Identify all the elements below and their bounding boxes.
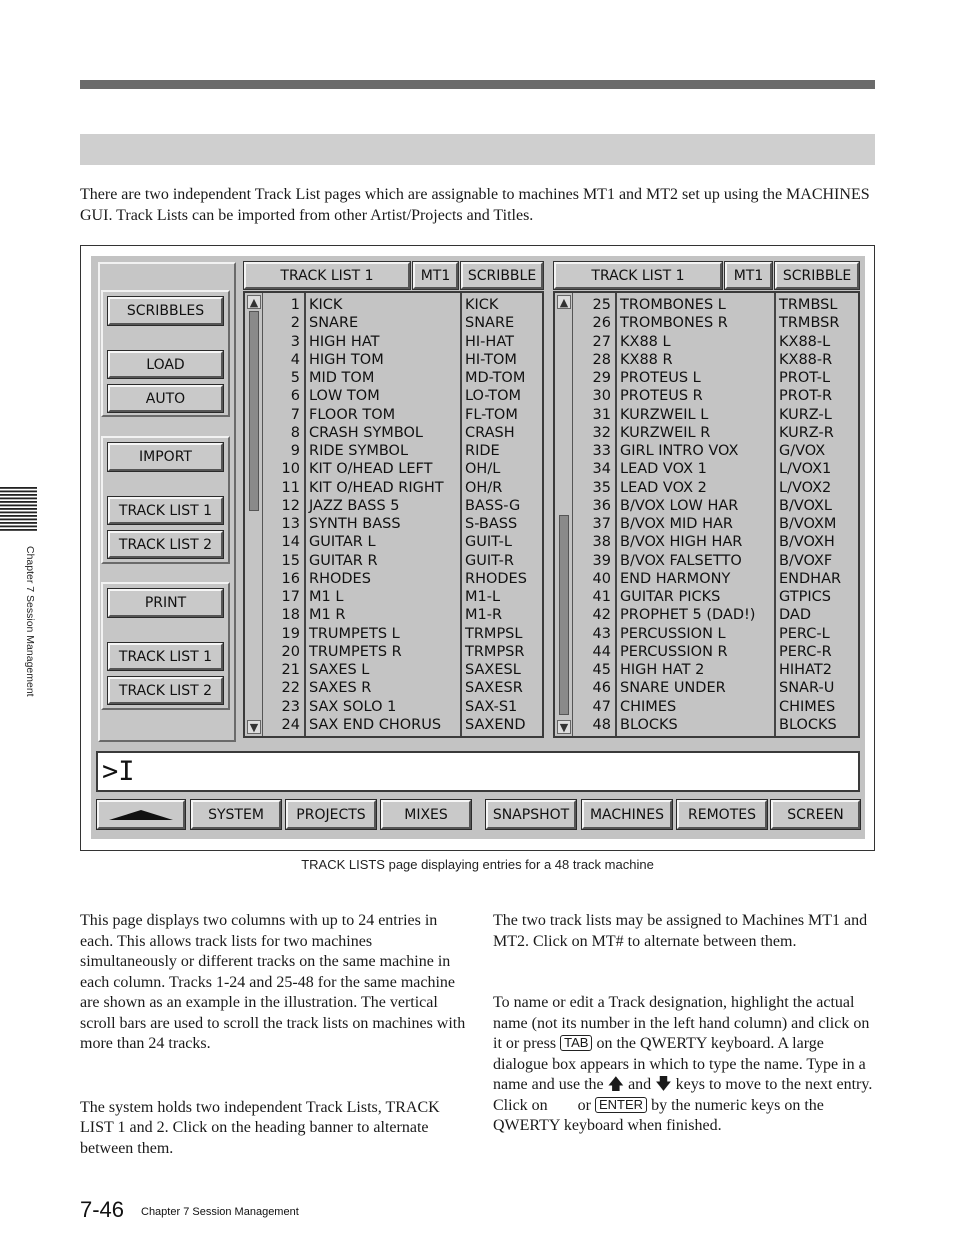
track-scribble[interactable]: SNARE — [465, 315, 515, 332]
command-line-input[interactable]: >I — [96, 751, 860, 792]
track-scribble[interactable]: KURZ-L — [779, 406, 832, 423]
track-number: 26 — [592, 315, 611, 332]
track-scribble[interactable]: SNAR-U — [779, 680, 835, 697]
track-number: 29 — [592, 370, 611, 386]
scribbles-button[interactable]: SCRIBBLES — [108, 297, 223, 325]
track-scribble[interactable]: CHIMES — [779, 698, 836, 715]
track-number: 39 — [592, 552, 611, 569]
track-name[interactable]: KICK — [309, 297, 343, 313]
list-1-machine-button[interactable]: MT1 — [413, 262, 458, 289]
track-scribble[interactable]: OH/R — [465, 479, 503, 496]
track-name[interactable]: B/VOX MID HAR — [620, 516, 733, 532]
track-name[interactable]: GIRL INTRO VOX — [620, 443, 739, 459]
track-scribble[interactable]: KX88-R — [779, 351, 833, 368]
list-1-scroll-thumb[interactable] — [249, 311, 259, 511]
track-name[interactable]: SAX END CHORUS — [309, 716, 442, 733]
track-number: 37 — [592, 516, 611, 532]
track-number: 47 — [592, 698, 611, 715]
track-list-1-heading-banner[interactable]: TRACK LIST 1 — [244, 262, 410, 289]
track-name[interactable]: TRUMPETS L — [309, 625, 400, 642]
track-number: 2 — [290, 315, 300, 332]
track-scribble[interactable]: HI-HAT — [465, 333, 514, 350]
chapter-tab-marker — [0, 487, 37, 533]
track-name[interactable]: KX88 L — [620, 333, 671, 350]
track-number: 19 — [281, 625, 300, 642]
track-number: 9 — [290, 443, 300, 459]
track-name[interactable]: KX88 R — [620, 351, 673, 368]
load-button[interactable]: LOAD — [108, 351, 223, 378]
track-number: 16 — [281, 570, 300, 587]
track-number: 21 — [281, 662, 300, 678]
track-number: 12 — [281, 497, 300, 514]
track-number: 10 — [281, 461, 300, 478]
list-2-machine-button[interactable]: MT1 — [725, 262, 772, 289]
track-number: 30 — [592, 388, 611, 405]
track-name[interactable]: SAX SOLO 1 — [309, 698, 397, 715]
track-name[interactable]: LEAD VOX 2 — [620, 479, 707, 496]
track-number: 42 — [592, 607, 611, 624]
track-scribble[interactable]: RIDE — [465, 443, 500, 459]
track-scribble[interactable]: HIHAT2 — [779, 662, 832, 678]
track-name[interactable]: CHIMES — [620, 698, 677, 715]
track-scribble[interactable]: BASS-G — [465, 497, 521, 514]
tab-key: TAB — [560, 1035, 592, 1051]
track-name[interactable]: HIGH HAT 2 — [620, 662, 705, 678]
scroll-down-icon[interactable]: ▼ — [247, 720, 261, 734]
machines-button[interactable]: MACHINES — [582, 800, 672, 829]
track-number: 5 — [290, 370, 300, 386]
track-scribble[interactable]: PERC-R — [779, 643, 832, 660]
track-name[interactable]: TROMBONES R — [620, 315, 728, 332]
track-scribble[interactable]: PERC-L — [779, 625, 830, 642]
track-name[interactable]: KURZWEIL L — [620, 406, 709, 423]
track-scribble[interactable]: KURZ-R — [779, 424, 834, 441]
track-scribble[interactable]: B/VOXM — [779, 516, 837, 532]
track-name[interactable]: HIGH HAT — [309, 333, 380, 350]
track-number: 32 — [592, 424, 611, 441]
track-list-2-heading-banner[interactable]: TRACK LIST 1 — [554, 262, 722, 289]
track-number: 20 — [281, 643, 300, 660]
track-name[interactable]: END HARMONY — [620, 570, 731, 587]
track-name[interactable]: JAZZ BASS 5 — [309, 497, 400, 514]
track-name[interactable]: HIGH TOM — [309, 351, 384, 368]
list-2-scribble-header: SCRIBBLE — [775, 262, 859, 289]
track-number: 1 — [290, 297, 300, 313]
track-name[interactable]: MID TOM — [309, 370, 375, 386]
scroll-down-icon[interactable]: ▼ — [557, 720, 571, 734]
intro-paragraph: There are two independent Track List pages which are assignable to machines MT1 and MT2 set up using the MACHINES GUI. Track Lists can be imported from other Artist/Projects and Titles. — [80, 186, 870, 224]
track-name[interactable]: LEAD VOX 1 — [620, 461, 707, 478]
track-scribble[interactable]: B/VOXH — [779, 534, 835, 551]
figure-caption: TRACK LISTS page displaying entries for a 48 track machine — [301, 857, 654, 872]
up-arrow-key-icon: 🡅 — [607, 1076, 625, 1093]
track-scribble[interactable]: BLOCKS — [779, 716, 837, 733]
left-paragraph-1: This page displays two columns with up to 24 entries in each. This allows track lists for two machines simultaneously or different tracks on the same machine in each column. Tracks 1-24 and 25-48 for the same machine are shown as an example in the illustration. The vertical scroll bars are used to scroll the track lists on machines with more than 24 tracks. — [80, 912, 466, 1052]
track-number: 15 — [281, 552, 300, 569]
track-number: 7 — [290, 406, 300, 423]
track-number: 14 — [281, 534, 300, 551]
track-name[interactable]: RHODES — [309, 570, 371, 587]
track-number: 13 — [281, 516, 300, 532]
track-scribble[interactable]: G/VOX — [779, 443, 826, 459]
track-scribble[interactable]: PROT-L — [779, 370, 831, 386]
scroll-up-icon[interactable]: ▲ — [557, 295, 571, 309]
track-number: 27 — [592, 333, 611, 350]
track-number: 18 — [281, 607, 300, 624]
track-scribble[interactable]: SAXESR — [465, 680, 523, 697]
track-number: 44 — [592, 643, 611, 660]
track-scribble[interactable]: S-BASS — [465, 516, 518, 532]
track-name[interactable]: CRASH SYMBOL — [309, 424, 424, 441]
track-scribble[interactable]: TRMPSR — [465, 643, 525, 660]
track-scribble[interactable]: B/VOXL — [779, 497, 832, 514]
track-scribble[interactable]: PROT-R — [779, 388, 833, 405]
track-name[interactable]: KIT O/HEAD RIGHT — [309, 479, 444, 496]
track-scribble[interactable]: L/VOX2 — [779, 479, 832, 496]
track-scribble[interactable]: TRMBSL — [779, 297, 838, 313]
list-2-scribble-divider — [774, 293, 776, 736]
track-scribble[interactable]: FL-TOM — [465, 406, 518, 423]
track-number: 6 — [290, 388, 300, 405]
right-column — [493, 911, 878, 1137]
track-name[interactable]: TROMBONES L — [620, 297, 726, 313]
track-name[interactable]: FLOOR TOM — [309, 406, 396, 423]
track-scribble[interactable]: CRASH — [465, 424, 515, 441]
snapshot-button[interactable]: SNAPSHOT — [486, 800, 576, 829]
scroll-up-icon[interactable]: ▲ — [247, 295, 261, 309]
track-name[interactable]: RIDE SYMBOL — [309, 443, 409, 459]
arrow-up-icon — [109, 809, 173, 821]
projects-button[interactable]: PROJECTS — [286, 800, 376, 829]
track-number: 28 — [592, 351, 611, 368]
track-number: 31 — [592, 406, 611, 423]
import-track-list-1-button[interactable]: TRACK LIST 1 — [108, 497, 223, 524]
page-up-button[interactable] — [97, 800, 185, 829]
track-name[interactable]: GUITAR L — [309, 534, 376, 551]
auto-button[interactable]: AUTO — [108, 385, 223, 412]
track-scribble[interactable]: SAXESL — [465, 662, 521, 678]
track-name[interactable]: SAXES L — [309, 662, 370, 678]
track-scribble[interactable]: KX88-L — [779, 333, 831, 350]
track-name[interactable]: PROPHET 5 (DAD!) — [620, 607, 756, 624]
track-scribble[interactable]: HI-TOM — [465, 351, 517, 368]
track-scribble[interactable]: TRMBSR — [779, 315, 840, 332]
track-number: 33 — [592, 443, 611, 459]
track-scribble[interactable]: TRMPSL — [465, 625, 523, 642]
list-1-number-divider — [304, 293, 306, 736]
footer-chapter: Chapter 7 Session Management — [141, 1206, 299, 1218]
import-button[interactable]: IMPORT — [108, 443, 223, 471]
print-button[interactable]: PRINT — [108, 589, 223, 617]
import-track-list-2-button[interactable]: TRACK LIST 2 — [108, 531, 223, 558]
system-button[interactable]: SYSTEM — [191, 800, 281, 829]
track-scribble[interactable]: MD-TOM — [465, 370, 526, 386]
track-name[interactable]: B/VOX LOW HAR — [620, 497, 739, 514]
enter-key: ENTER — [595, 1097, 647, 1113]
track-name[interactable]: KURZWEIL R — [620, 424, 711, 441]
track-scribble[interactable]: DAD — [779, 607, 811, 624]
top-rule — [80, 80, 875, 89]
track-name[interactable]: B/VOX HIGH HAR — [620, 534, 743, 551]
track-name[interactable]: SNARE UNDER — [620, 680, 726, 697]
track-name[interactable]: SYNTH BASS — [309, 516, 401, 532]
screen-button[interactable]: SCREEN — [771, 800, 860, 829]
track-scribble[interactable]: RHODES — [465, 570, 527, 587]
track-name[interactable]: PERCUSSION R — [620, 643, 728, 660]
track-number: 43 — [592, 625, 611, 642]
page-number: 7-46 — [80, 1197, 125, 1222]
track-scribble[interactable]: KICK — [465, 297, 499, 313]
track-number: 11 — [281, 479, 300, 496]
track-name[interactable]: GUITAR R — [309, 552, 378, 569]
print-track-list-2-button[interactable]: TRACK LIST 2 — [108, 677, 223, 704]
mixes-button[interactable]: MIXES — [381, 800, 471, 829]
track-scribble[interactable]: LO-TOM — [465, 388, 522, 405]
track-number: 3 — [290, 333, 300, 350]
track-scribble[interactable]: L/VOX1 — [779, 461, 832, 478]
track-name[interactable]: KIT O/HEAD LEFT — [309, 461, 433, 478]
track-scribble[interactable]: B/VOXF — [779, 552, 833, 569]
right-paragraph-2: To name or edit a Track designation, highlight the actual name (not its number in the left hand column) and click on it or press TAB on the QWERTY keyboard. A large dialogue box appears in which to type the name. Type in a name and use the 🡅 and 🡇 keys to move to the next entry. Click on or ENTER by the numeric keys on the QWERTY keyboard when finished. — [493, 994, 873, 1134]
left-column — [80, 911, 470, 1159]
track-scribble[interactable]: ENDHAR — [779, 570, 842, 587]
track-number: 36 — [592, 497, 611, 514]
track-scribble[interactable]: GUIT-L — [465, 534, 512, 551]
track-number: 38 — [592, 534, 611, 551]
track-number: 35 — [592, 479, 611, 496]
track-number: 40 — [592, 570, 611, 587]
track-number: 4 — [290, 351, 300, 368]
track-number: 24 — [281, 716, 300, 733]
track-scribble[interactable]: M1-L — [465, 589, 501, 605]
track-scribble[interactable]: M1-R — [465, 607, 503, 624]
track-name[interactable]: M1 L — [309, 589, 344, 605]
track-name[interactable]: SNARE — [309, 315, 359, 332]
track-name[interactable]: B/VOX FALSETTO — [620, 552, 742, 569]
track-number: 23 — [281, 698, 300, 715]
track-name[interactable]: SAXES R — [309, 680, 372, 697]
track-name[interactable]: PROTEUS L — [620, 370, 701, 386]
track-number: 25 — [592, 297, 611, 313]
track-name[interactable]: PROTEUS R — [620, 388, 703, 405]
track-number: 34 — [592, 461, 611, 478]
remotes-button[interactable]: REMOTES — [677, 800, 767, 829]
track-name[interactable]: BLOCKS — [620, 716, 678, 733]
sidebar-chapter-label: Chapter 7 Session Management — [24, 546, 36, 697]
track-name[interactable]: TRUMPETS R — [309, 643, 402, 660]
track-number: 41 — [592, 589, 611, 605]
track-scribble[interactable]: SAXEND — [465, 716, 526, 733]
track-number: 17 — [281, 589, 300, 605]
list-1-scribble-header: SCRIBBLE — [461, 262, 543, 289]
list-2-number-divider — [615, 293, 617, 736]
track-scribble[interactable]: GUIT-R — [465, 552, 514, 569]
track-scribble[interactable]: SAX-S1 — [465, 698, 518, 715]
track-number: 8 — [290, 424, 300, 441]
list-2-scroll-thumb[interactable] — [559, 515, 569, 715]
list-1-scribble-divider — [460, 293, 462, 736]
down-arrow-key-icon: 🡇 — [655, 1076, 672, 1093]
track-name[interactable]: LOW TOM — [309, 388, 380, 405]
section-heading-band — [80, 134, 875, 165]
track-name[interactable]: PERCUSSION L — [620, 625, 726, 642]
track-number: 45 — [592, 662, 611, 678]
left-paragraph-2: The system holds two independent Track Lists, TRACK LIST 1 and 2. Click on the heading banner to alternate between them. — [80, 1098, 440, 1157]
track-number: 48 — [592, 716, 611, 733]
track-scribble[interactable]: OH/L — [465, 461, 501, 478]
track-number: 22 — [281, 680, 300, 697]
track-name[interactable]: GUITAR PICKS — [620, 589, 721, 605]
track-number: 46 — [592, 680, 611, 697]
right-paragraph-1: The two track lists may be assigned to Machines MT1 and MT2. Click on MT# to alternate between them. — [493, 912, 868, 950]
track-name[interactable]: M1 R — [309, 607, 346, 624]
track-scribble[interactable]: GTPICS — [779, 589, 831, 605]
print-track-list-1-button[interactable]: TRACK LIST 1 — [108, 643, 223, 670]
